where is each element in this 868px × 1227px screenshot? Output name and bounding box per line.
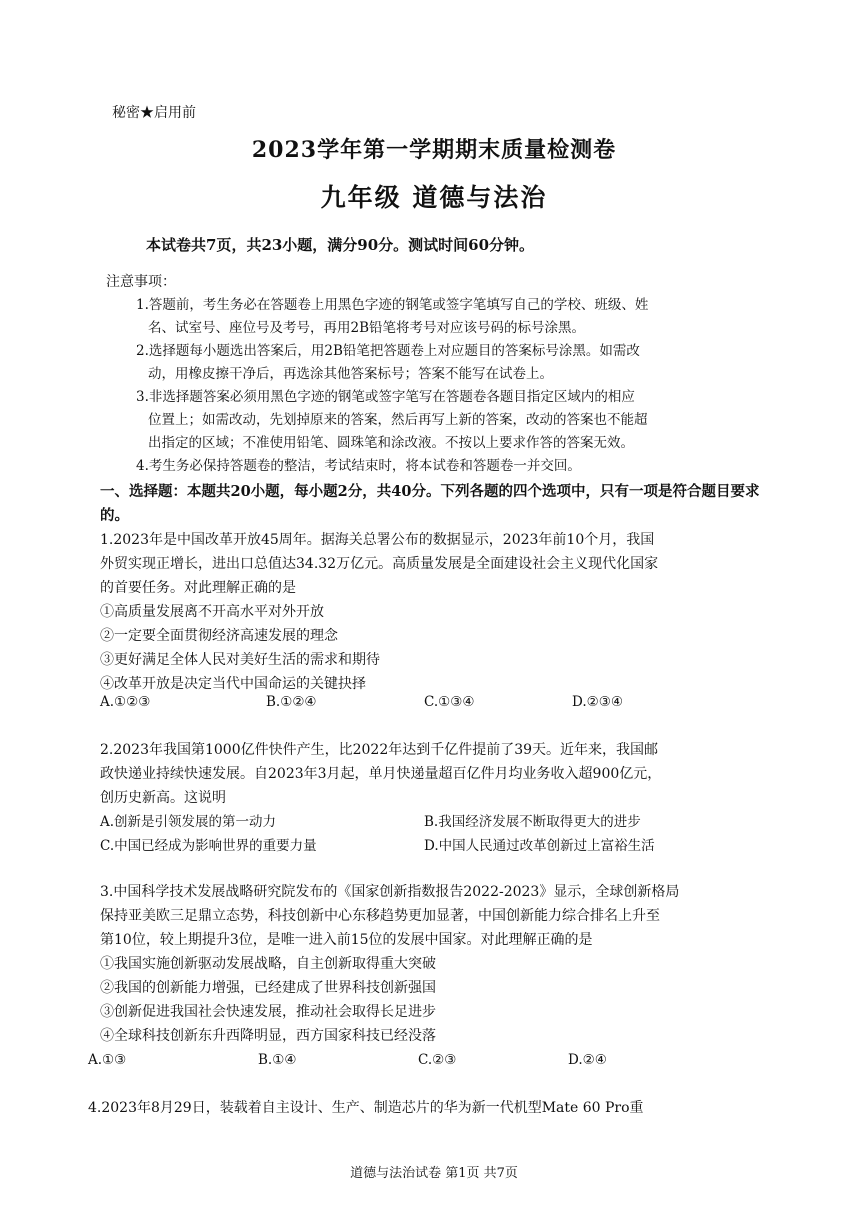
question-line: ②一定要全面贯彻经济高速发展的理念 xyxy=(100,628,338,644)
question-1 xyxy=(100,528,658,696)
option-a: A.创新是引领发展的第一动力 xyxy=(100,814,277,830)
option-d: D.②④ xyxy=(568,1052,607,1068)
exam-intro: 本试卷共7页，共23小题，满分90分。测试时间60分钟。 xyxy=(146,236,535,254)
option-a: A.①③ xyxy=(88,1052,127,1068)
question-line: 2.2023年我国第1000亿件快件产生，比2022年达到千亿件提前了39天。近年来，我国邮 xyxy=(100,742,659,758)
page-footer: 道德与法治试卷 第1页 共7页 xyxy=(350,1166,518,1181)
question-line: 第10位，较上期提升3位，是唯一进入前15位的发展中国家。对此理解正确的是 xyxy=(100,932,593,948)
question-line: ③创新促进我国社会快速发展，推动社会取得长足进步 xyxy=(100,1004,436,1020)
question-line: ①高质量发展离不开高水平对外开放 xyxy=(100,604,324,620)
question-4 xyxy=(88,1096,644,1120)
exam-subtitle: 九年级 道德与法治 xyxy=(320,183,548,212)
option-c: C.①③④ xyxy=(424,694,475,710)
confidential-label: 秘密★启用前 xyxy=(112,105,196,121)
notice-item: 出指定的区域；不准使用铅笔、圆珠笔和涂改液。不按以上要求作答的答案无效。 xyxy=(148,435,634,451)
question-line: 创历史新高。这说明 xyxy=(100,790,226,806)
notice-item: 1.答题前，考生务必在答题卷上用黑色字迹的钢笔或签字笔填写自己的学校、班级、姓 xyxy=(136,297,649,313)
question-line: 1.2023年是中国改革开放45周年。据海关总署公布的数据显示，2023年前10个月，我国 xyxy=(100,532,655,548)
question-line: 3.中国科学技术发展战略研究院发布的《国家创新指数报告2022-2023》显示，全球创新格局 xyxy=(100,884,680,900)
question-line: ①我国实施创新驱动发展战略，自主创新取得重大突破 xyxy=(100,956,436,972)
option-b: B.①②④ xyxy=(266,694,317,710)
question-line: ②我国的创新能力增强，已经建成了世界科技创新强国 xyxy=(100,980,436,996)
section-heading: 一、选择题：本题共20小题，每小题2分，共40分。下列各题的四个选项中，只有一项是符合题目要求的。 xyxy=(100,483,760,524)
option-a: A.①②③ xyxy=(100,694,151,710)
question-line: 保持亚美欧三足鼎立态势，科技创新中心东移趋势更加显著，中国创新能力综合排名上升至 xyxy=(100,908,660,924)
option-c: C.②③ xyxy=(418,1052,457,1068)
question-line: ④改革开放是决定当代中国命运的关键抉择 xyxy=(100,676,366,692)
option-b: B.我国经济发展不断取得更大的进步 xyxy=(424,814,641,830)
option-b: B.①④ xyxy=(258,1052,297,1068)
question-line: ③更好满足全体人民对美好生活的需求和期待 xyxy=(100,652,380,668)
question-line: 4.2023年8月29日，装载着自主设计、生产、制造芯片的华为新一代机型Mate 60 Pro重 xyxy=(88,1100,644,1116)
question-2 xyxy=(100,738,661,810)
question-line: 外贸实现正增长，进出口总值达34.32万亿元。高质量发展是全面建设社会主义现代化国家 xyxy=(100,556,659,572)
question-3 xyxy=(100,880,679,1048)
notice-item: 4.考生务必保持答题卷的整洁，考试结束时，将本试卷和答题卷一并交回。 xyxy=(136,458,581,474)
notice-item: 名、试室号、座位号及考号，再用2B铅笔将考号对应该号码的标号涂黑。 xyxy=(148,320,586,336)
notice-heading: 注意事项： xyxy=(106,274,176,290)
question-line: 的首要任务。对此理解正确的是 xyxy=(100,580,296,596)
option-d: D.中国人民通过改革创新过上富裕生活 xyxy=(424,838,655,854)
notice-item: 2.选择题每小题选出答案后，用2B铅笔把答题卷上对应题目的答案标号涂黑。如需改 xyxy=(136,343,640,359)
question-line: ④全球科技创新东升西降明显，西方国家科技已经没落 xyxy=(100,1028,436,1044)
option-d: D.②③④ xyxy=(572,694,623,710)
question-line: 政快递业持续快速发展。自2023年3月起，单月快递量超百亿件月均业务收入超900亿元， xyxy=(100,766,662,782)
notice-item: 位置上；如需改动，先划掉原来的答案，然后再写上新的答案，改动的答案也不能超 xyxy=(148,412,648,428)
notice-item: 3.非选择题答案必须用黑色字迹的钢笔或签字笔写在答题卷各题目指定区域内的相应 xyxy=(136,389,635,405)
notice-list xyxy=(136,294,648,478)
exam-title: 2023学年第一学期期末质量检测卷 xyxy=(251,137,617,163)
option-c: C.中国已经成为影响世界的重要力量 xyxy=(100,838,317,854)
notice-item: 动，用橡皮擦干净后，再选涂其他答案标号；答案不能写在试卷上。 xyxy=(148,366,553,382)
